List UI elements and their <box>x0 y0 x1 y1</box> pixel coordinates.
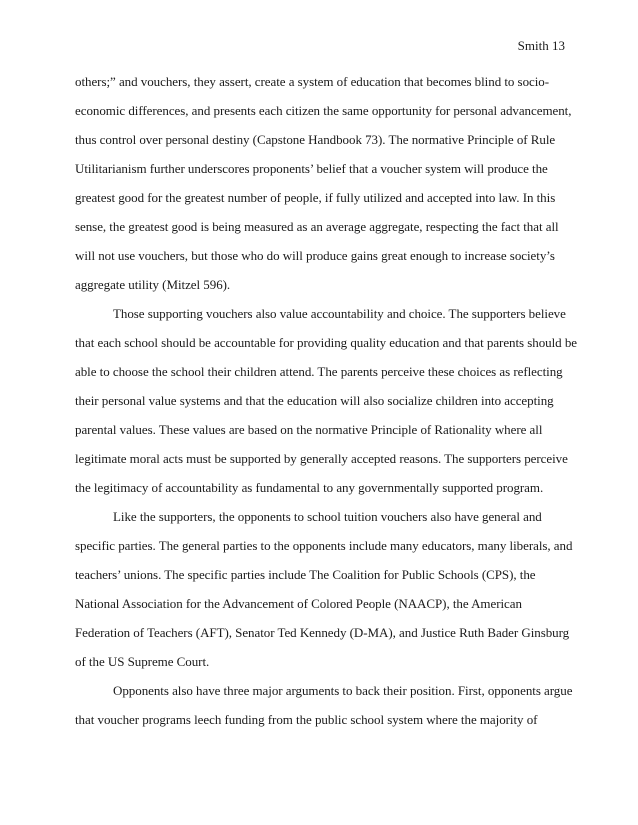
text-line: that voucher programs leech funding from the public school system where the majority of <box>75 712 538 727</box>
text-line: sense, the greatest good is being measured as an average aggregate, respecting the fact that all <box>75 219 559 234</box>
paragraph-first-line: Like the supporters, the opponents to school tuition vouchers also have general and <box>113 509 542 524</box>
text-line: greatest good for the greatest number of people, if fully utilized and accepted into law. In this <box>75 190 556 205</box>
text-line: thus control over personal destiny (Capstone Handbook 73). The normative Principle of Rule <box>75 132 556 147</box>
text-line: National Association for the Advancement of Colored People (NAACP), the American <box>75 596 522 611</box>
text-line: legitimate moral acts must be supported by generally accepted reasons. The supporters perceive <box>75 451 568 466</box>
body-text <box>75 74 578 741</box>
text-line: specific parties. The general parties to the opponents include many educators, many liberals, and <box>75 538 573 553</box>
text-line: Federation of Teachers (AFT), Senator Ted Kennedy (D-MA), and Justice Ruth Bader Ginsburg <box>75 625 570 640</box>
text-line: able to choose the school their children attend. The parents perceive these choices as reflecting <box>75 364 563 379</box>
text-line: that each school should be accountable for providing quality education and that parents should be <box>75 335 578 350</box>
running-head: Smith 13 <box>517 38 565 53</box>
text-line: will not use vouchers, but those who do will produce gains great enough to increase society’s <box>75 248 555 263</box>
text-line: their personal value systems and that the education will also socialize children into accepting <box>75 393 554 408</box>
text-line: aggregate utility (Mitzel 596). <box>75 277 231 292</box>
text-line: parental values. These values are based on the normative Principle of Rationality where all <box>75 422 543 437</box>
text-line: of the US Supreme Court. <box>75 654 210 669</box>
text-line: economic differences, and presents each citizen the same opportunity for personal advancement, <box>75 103 572 118</box>
paragraph-first-line: Opponents also have three major arguments to back their position. First, opponents argue <box>113 683 573 698</box>
text-line: teachers’ unions. The specific parties include The Coalition for Public Schools (CPS), the <box>75 567 536 582</box>
text-line: others;” and vouchers, they assert, create a system of education that becomes blind to socio- <box>75 74 550 89</box>
paragraph-first-line: Those supporting vouchers also value accountability and choice. The supporters believe <box>113 306 566 321</box>
text-line: Utilitarianism further underscores proponents’ belief that a voucher system will produce the <box>75 161 548 176</box>
text-line: the legitimacy of accountability as fundamental to any governmentally supported program. <box>75 480 544 495</box>
